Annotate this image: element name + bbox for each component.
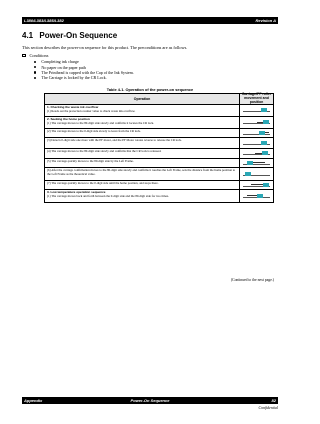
table-row [45, 129, 273, 138]
list-item: The Carriage is locked by the CR Lock. [34, 75, 134, 80]
table-row [45, 159, 273, 168]
footer-page-number: 82 [271, 398, 276, 403]
intro-paragraph: This section describes the power-on sequence for this product. The preconditions are as follows. [22, 45, 188, 50]
footer-bar [22, 397, 278, 404]
confidential-label: Confidential [258, 406, 278, 410]
carriage-diagram [243, 121, 270, 124]
carriage-diagram [243, 195, 270, 198]
list-item: The Printhead is capped with the Cap of the Ink System. [34, 70, 134, 75]
section-title [22, 31, 117, 40]
bullet-icon [34, 66, 36, 68]
bullet-icon [34, 77, 36, 79]
arrow-icon [251, 184, 263, 185]
list-item: No paper on the paper path [34, 64, 134, 69]
arrow-icon [265, 132, 269, 133]
row-text: (2) The carriage moves to the 0-digit side slowly to leave from the CR lock. [47, 129, 141, 133]
carriage-diagram [243, 132, 270, 135]
bullet-icon [34, 71, 36, 73]
row-text: (4) The carriage moves to the 80-digit side slowly and confirms that the CR lock is released. [47, 149, 162, 153]
row-text: (7) The carriage quickly moves to the 0-digit side until the home position, and stops there. [47, 181, 159, 185]
header-model: L380/L383/L385/L382 [24, 18, 64, 23]
power-on-table [44, 93, 274, 203]
footer-center: Power-On Sequence [130, 398, 170, 403]
carriage-diagram [243, 173, 270, 176]
carriage-diagram [243, 184, 270, 187]
table-row [45, 190, 273, 202]
carriage-diagram [243, 142, 270, 145]
row-section: 2. Seeking the home position [47, 117, 90, 121]
carriage-diagram [243, 152, 270, 155]
table-caption: Table 4-1. Operation of the power-on sequence [106, 87, 194, 92]
table-row [45, 105, 273, 117]
carriage-icon [257, 194, 263, 198]
column-header-operation: Operation [45, 94, 240, 104]
table-row [45, 168, 273, 181]
row-text: (3) Detects 0-digit side one more with the PF motor, and the PF Motor rotates reverse to release the CR lock. [47, 138, 182, 142]
section-title-text: Power-On Sequence [39, 31, 118, 40]
arrow-icon [255, 153, 262, 154]
carriage-icon [261, 108, 267, 112]
carriage-icon [261, 141, 267, 145]
header-revision: Revision A [255, 18, 276, 23]
carriage-icon [263, 183, 269, 187]
conditions-heading [22, 53, 48, 58]
row-section: 1. Checking the waste ink overflow [47, 105, 99, 109]
table-row [45, 138, 273, 149]
section-number: 4.1 [22, 31, 34, 40]
conditions-list [34, 59, 134, 81]
carriage-diagram [243, 109, 270, 112]
carriage-icon [263, 120, 269, 124]
row-text: (1) The carriage moves to the 80-digit side slowly and confirms it locates the CR lock. [47, 120, 154, 125]
bullet-icon [34, 61, 36, 63]
carriage-diagram [243, 162, 270, 165]
conditions-heading-text: Conditions [29, 53, 49, 58]
list-item: Completing ink charge [34, 59, 134, 64]
continued-note: (Continued to the next page.) [230, 278, 274, 282]
header-bar [22, 17, 278, 24]
row-text: (5) The carriage quickly moves to the 80-digit side by the Left Frame. [47, 159, 134, 163]
footer-left: Appendix [24, 398, 43, 403]
arrow-icon [253, 162, 265, 163]
row-text: (1) Reads out the protection counter value to check waste ink overflow. [47, 108, 136, 113]
checkbox-icon [22, 54, 26, 58]
carriage-icon [245, 172, 251, 176]
table-row [45, 117, 273, 129]
row-text: (1) The carriage moves back and forth between the 0-digit side and the 80-digit side for two times. [47, 193, 169, 198]
row-text: (6) After the carriage confirmation moves to the 80-digit side slowly and confirms it touches the Left Frame, sets the distance from the home position to the Left Frame as the theoretical value. [47, 168, 236, 176]
column-header-carriage: Carriage/PF roller movement and position [241, 92, 272, 104]
row-section: 3. Low temperature operation sequence [47, 190, 106, 194]
carriage-icon [262, 151, 268, 155]
table-header [45, 94, 273, 105]
table-row [45, 181, 273, 190]
table-row [45, 149, 273, 159]
